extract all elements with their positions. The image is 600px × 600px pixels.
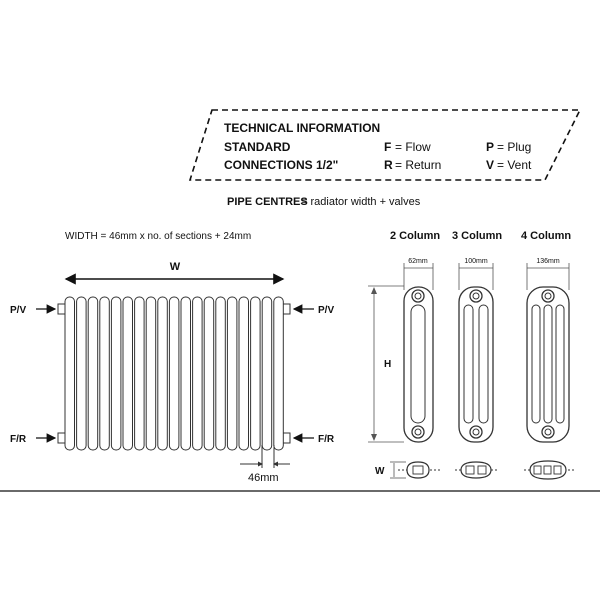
radiator-tube [135,297,145,450]
plug-key: P [486,140,495,154]
column-2-dim-label: 62mm [408,258,428,265]
fr-right-label: F/R [318,434,335,445]
column-2-plan-view [398,462,440,478]
radiator-tube [123,297,133,450]
vent-key: V [486,158,495,172]
connections-label: CONNECTIONS 1/2" [224,158,339,172]
column-3-dimension [459,258,493,290]
radiator-tube [193,297,203,450]
column-2-dimension [404,258,433,290]
fr-left-label: F/R [10,434,27,445]
pipe-centres-label: PIPE CENTRES [227,196,308,208]
column-3-plan-view [455,462,497,478]
w-side-label: W [375,466,385,477]
radiator-tube [77,297,87,450]
radiator-tube [181,297,191,450]
radiator-tube [146,297,156,450]
pipe-stub-bottom-left [58,433,65,443]
column-2-title: 2 Column [390,230,441,242]
column-3-dim-label: 100mm [464,258,488,265]
pipe-stub-top-right [283,304,290,314]
section-width-label: 46mm [248,472,279,484]
tech-info-title: TECHNICAL INFORMATION [224,121,381,135]
radiator-tube [204,297,214,450]
radiator-tube [216,297,226,450]
radiator-tube [274,297,284,450]
column-4-plan-view [524,461,574,479]
column-4-title: 4 Column [521,230,572,242]
radiator-tube [100,297,110,450]
width-formula: WIDTH = 46mm x no. of sections + 24mm [65,231,252,242]
pv-left-label: P/V [10,305,27,316]
pipe-centres-value: = radiator width + valves [301,196,421,208]
radiator-tube [239,297,249,450]
w-label: W [169,261,181,273]
pipe-stub-top-left [58,304,65,314]
radiator-tube [158,297,168,450]
column-4-dim-label: 136mm [536,258,560,265]
standard-label: STANDARD [224,140,291,154]
radiator-front-view [58,297,290,450]
column-4-side-view [527,287,569,442]
return-label: = Return [395,158,442,172]
radiator-tube [88,297,98,450]
pipe-stub-bottom-right [283,433,290,443]
radiator-tube [262,297,272,450]
column-2-side-view [404,287,433,442]
radiator-tube [65,297,75,450]
flow-label: = Flow [395,140,431,154]
radiator-tube [227,297,237,450]
column-4-dimension [527,258,569,290]
return-key: R [384,158,393,172]
radiator-tube [251,297,261,450]
radiator-tube [111,297,121,450]
h-label: H [384,359,392,370]
radiator-tube [169,297,179,450]
plug-label: = Plug [497,140,532,154]
flow-key: F [384,140,392,154]
vent-label: = Vent [497,158,532,172]
column-3-side-view [459,287,493,442]
pv-right-label: P/V [318,305,335,316]
column-3-title: 3 Column [452,230,503,242]
